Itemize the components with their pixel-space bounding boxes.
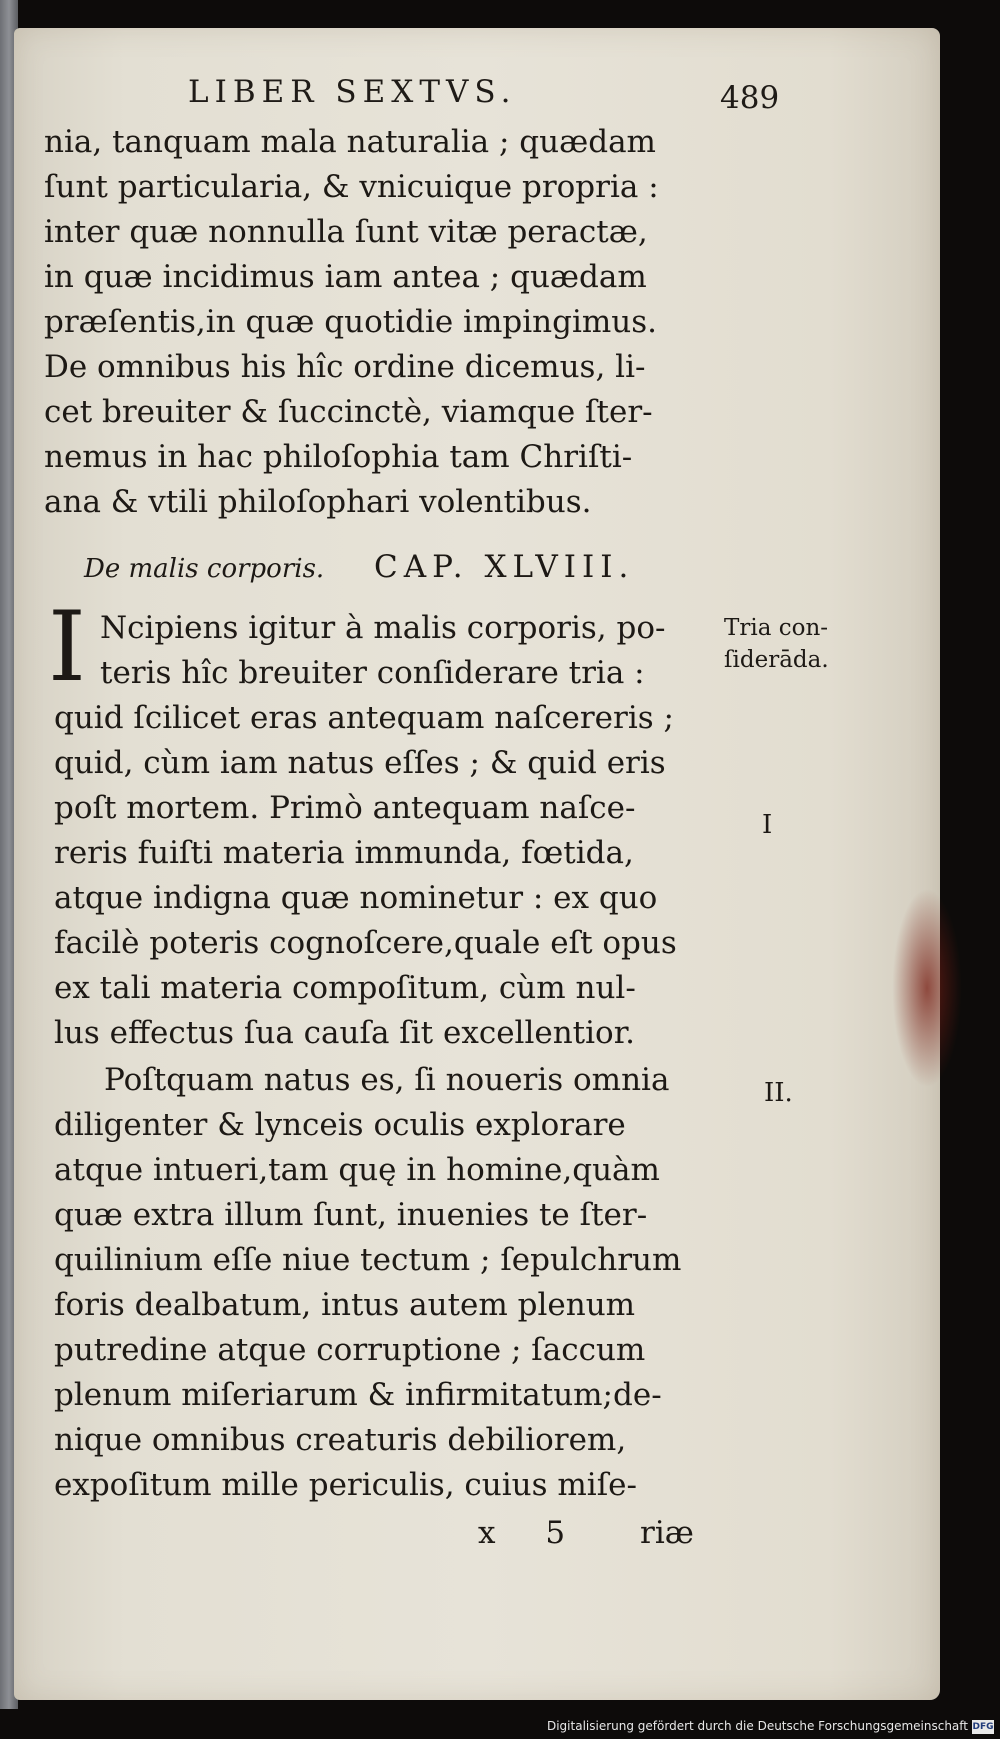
text-line: cet breuiter & ſuccinctè, viamque ſter-: [44, 394, 653, 430]
signature-mark: x 5: [478, 1515, 586, 1551]
page-number: 489: [720, 80, 780, 116]
marginal-note-line: ſiderāda.: [724, 647, 829, 673]
text-line: ex tali materia compoſitum, cùm nul-: [54, 970, 636, 1006]
margin-marker-two: II.: [764, 1078, 793, 1108]
catchword: riæ: [640, 1515, 694, 1551]
chapter-number: CAP. XLVIII.: [374, 549, 635, 585]
top-paragraph: [44, 120, 724, 525]
text-line: diligenter & lynceis oculis explorare: [54, 1107, 626, 1143]
text-line: plenum miſeriarum & infirmitatum;de-: [54, 1377, 662, 1413]
text-line: facilè poteris cognoſcere,quale eſt opus: [54, 925, 677, 961]
text-line: teris hîc breuiter conſiderare tria :: [100, 655, 645, 691]
text-line: nique omnibus creaturis debiliorem,: [54, 1422, 627, 1458]
text-line: quæ extra illum ſunt, inuenies te ſter-: [54, 1197, 648, 1233]
text-line: lus effectus ſua cauſa ſit excellentior.: [54, 1015, 635, 1051]
marginal-note-line: Tria con-: [724, 615, 829, 641]
text-line: quid ſcilicet eras antequam naſcereris ;: [54, 700, 674, 736]
marginal-note: [724, 612, 829, 676]
text-line: reris fuiſti materia immunda, fœtida,: [54, 835, 634, 871]
paragraph-two: [48, 591, 724, 1056]
text-line: De omnibus his hîc ordine dicemus, li-: [44, 349, 646, 385]
dfg-logo: DFG: [972, 1722, 994, 1732]
running-head: LIBER SEXTVS.: [188, 74, 517, 110]
text-line: nia, tanquam mala naturalia ; quædam: [44, 124, 656, 160]
text-line: ſunt particularia, & vnicuique propria :: [44, 169, 659, 205]
text-line: in quæ incidimus iam antea ; quædam: [44, 259, 647, 295]
digitization-credit: Digitalisierung gefördert durch die Deutsche Forschungsgemeinschaft: [546, 1719, 968, 1733]
text-line: præſentis,in quæ quotidie impingimus.: [44, 304, 657, 340]
text-line: atque intueri,tam quę in homine,quàm: [54, 1152, 660, 1188]
text-line: ana & vtili philoſophari volentibus.: [44, 484, 592, 520]
chapter-title: De malis corporis.: [84, 554, 325, 584]
text-line: quid, cùm iam natus eſſes ; & quid eris: [54, 745, 666, 781]
text-line: atque indigna quæ nominetur : ex quo: [54, 880, 658, 916]
chapter-heading: [84, 549, 724, 585]
text-line: expoſitum mille periculis, cuius miſe-: [54, 1467, 638, 1503]
text-line: putredine atque corruptione ; ſaccum: [54, 1332, 646, 1368]
text-line: Ncipiens igitur à malis corporis, po-: [100, 610, 666, 646]
paragraph-three: [54, 1058, 724, 1508]
text-line: nemus in hac philoſophia tam Chriſti-: [44, 439, 633, 475]
text-line: Poſtquam natus es, ſi noueris omnia: [104, 1062, 670, 1098]
text-line: foris dealbatum, intus autem plenum: [54, 1287, 636, 1323]
text-line: quilinium eſſe niue tectum ; ſepulchrum: [54, 1242, 682, 1278]
text-line: inter quæ nonnulla ſunt vitæ peractæ,: [44, 214, 648, 250]
text-line: poſt mortem. Primò antequam naſce-: [54, 790, 636, 826]
drop-capital: I: [48, 591, 86, 703]
margin-marker-one: I: [762, 810, 773, 840]
